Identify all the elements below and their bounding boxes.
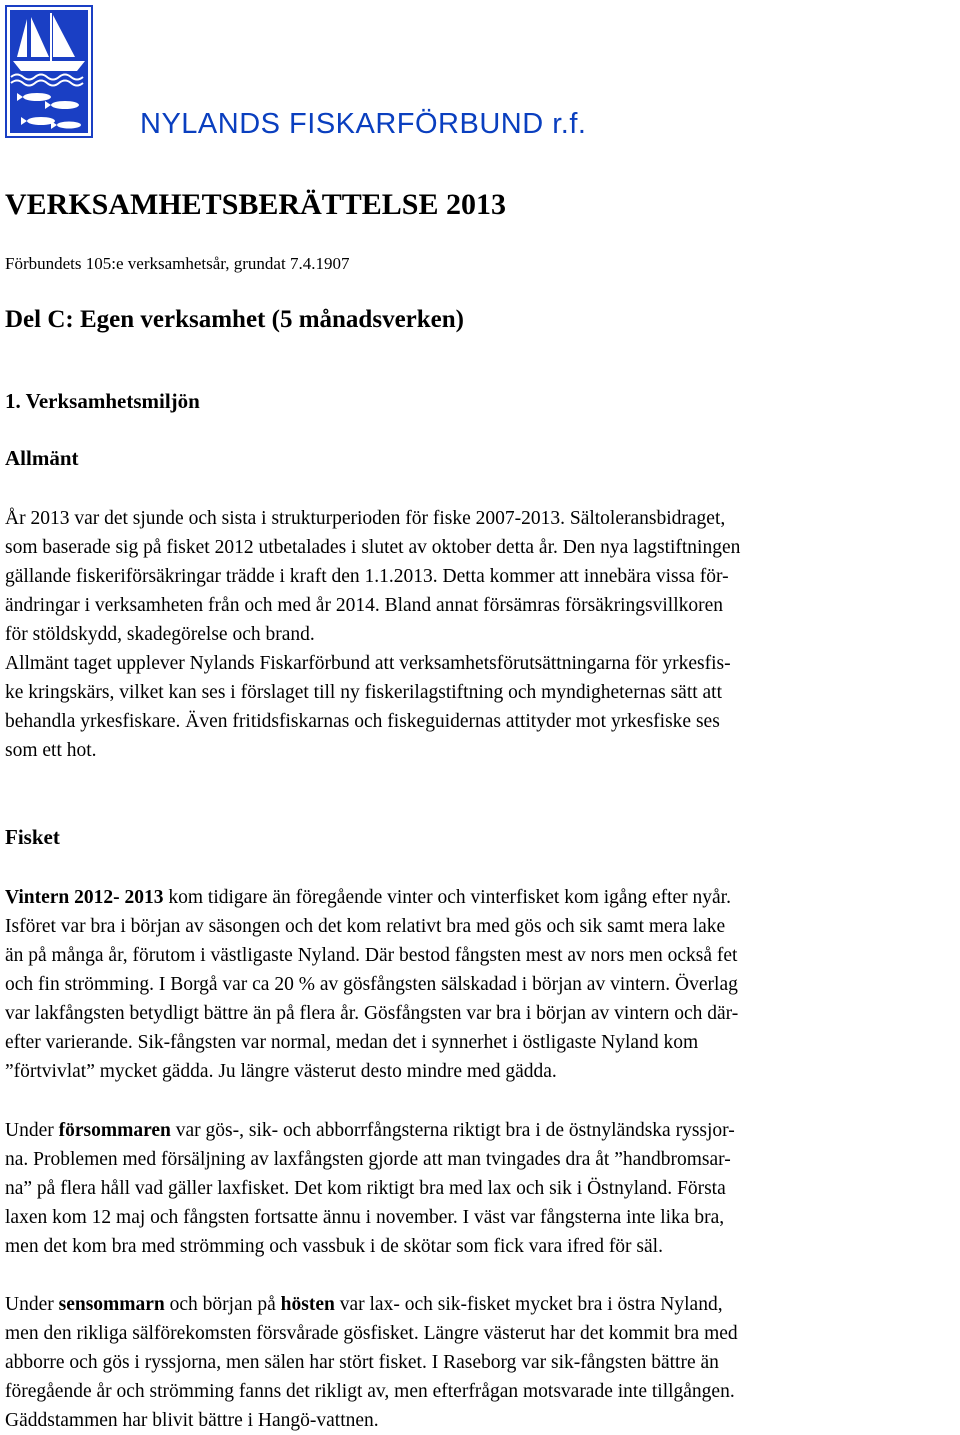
sensommarn-pre: Under <box>5 1294 59 1315</box>
paragraph-line: som baserade sig på fisket 2012 utbetalades i slutet av oktober detta år. Den nya lagstiftningen <box>5 537 741 558</box>
sensommarn-paragraph <box>5 1290 955 1435</box>
paragraph-line <box>5 1116 955 1145</box>
part-title: Del C: Egen verksamhet (5 månadsverken) <box>5 306 464 333</box>
paragraph-line: Gäddstammen har blivit bättre i Hangö-vattnen. <box>5 1410 379 1431</box>
forsommaren-paragraph <box>5 1116 955 1261</box>
vintern-paragraph <box>5 883 955 1086</box>
section-title: 1. Verksamhetsmiljön <box>5 389 200 413</box>
paragraph-line: na” på flera håll vad gäller laxfisket. Det kom riktigt bra med lax och sik i Östnyland. Första <box>5 1178 726 1199</box>
document-title: VERKSAMHETSBERÄTTELSE 2013 <box>5 188 506 221</box>
organization-name: NYLANDS FISKARFÖRBUND r.f. <box>140 108 587 140</box>
paragraph-line: ”förtvivlat” mycket gädda. Ju längre västerut desto mindre med gädda. <box>5 1061 557 1082</box>
vintern-lead: Vintern 2012- 2013 <box>5 887 164 908</box>
allmant-paragraph <box>5 504 955 765</box>
fisket-heading: Fisket <box>5 825 60 849</box>
federation-logo <box>5 5 93 138</box>
paragraph-line: var lakfångsten betydligt bättre än på flera år. Gösfångsten var bra i början av vintern och där- <box>5 1003 739 1024</box>
paragraph-line: gällande fiskeriförsäkringar trädde i kraft den 1.1.2013. Detta kommer att innebära vissa för- <box>5 566 729 587</box>
paragraph-line: efter varierande. Sik-fångsten var normal, medan det i synnerhet i östligaste Nyland kom <box>5 1032 699 1053</box>
paragraph-line: ändringar i verksamheten från och med år 2014. Bland annat försämras försäkringsvillkoren <box>5 595 724 616</box>
paragraph-line: men det kom bra med strömming och vassbuk i de skötar som fick vara ifred för säl. <box>5 1236 663 1257</box>
forsommaren-bold: försommaren <box>58 1120 171 1141</box>
paragraph-line: laxen kom 12 maj och fångsten fortsatte ännu i november. I väst var fångsterna inte lika bra, <box>5 1207 725 1228</box>
paragraph-line: för stöldskydd, skadegörelse och brand. <box>5 624 315 645</box>
paragraph-line <box>5 1290 955 1319</box>
allmant-heading: Allmänt <box>5 446 79 470</box>
paragraph-line: och fin strömming. I Borgå var ca 20 % av gösfångsten sälskadad i början av vintern. Överlag <box>5 974 738 995</box>
paragraph-line: Allmänt taget upplever Nylands Fiskarförbund att verksamhetsförutsättningarna för yrkesfis- <box>5 653 731 674</box>
sensommarn-bold: sensommarn <box>58 1294 165 1315</box>
paragraph-line: na. Problemen med försäljning av laxfångsten gjorde att man tvingades dra åt ”handbromsar- <box>5 1149 731 1170</box>
paragraph-line: behandla yrkesfiskare. Även fritidsfiskarnas och fiskeguidernas attityder mot yrkesfiske ses <box>5 711 720 732</box>
paragraph-line: ke kringskärs, vilket kan ses i förslaget till ny fiskerilagstiftning och myndigheternas sätt att <box>5 682 723 703</box>
paragraph-line <box>5 883 955 912</box>
paragraph-line: som ett hot. <box>5 740 97 761</box>
paragraph-line: Isföret var bra i början av säsongen och det kom relativt bra med gös och sik samt mera lake <box>5 916 726 937</box>
forsommaren-pre: Under <box>5 1120 59 1141</box>
paragraph-line: men den rikliga sälförekomsten försvårade gösfisket. Längre västerut har det kommit bra med <box>5 1323 738 1344</box>
sensommarn-first-rest: var lax- och sik-fisket mycket bra i östra Nyland, <box>334 1294 723 1315</box>
paragraph-line: föregående år och strömming fanns det rikligt av, men efterfrågan motsvarade inte tillgången. <box>5 1381 735 1402</box>
sensommarn-mid: och början på <box>164 1294 281 1315</box>
vintern-first-rest: kom tidigare än föregående vinter och vinterfisket kom igång efter nyår. <box>163 887 731 908</box>
paragraph-line: än på många år, förutom i västligaste Nyland. Där bestod fångsten mest av nors men också fet <box>5 945 738 966</box>
paragraph-line: abborre och gös i ryssjorna, men sälen har stört fisket. I Raseborg var sik-fångsten bättre än <box>5 1352 719 1373</box>
document-subtitle: Förbundets 105:e verksamhetsår, grundat 7.4.1907 <box>5 254 350 273</box>
hosten-bold: hösten <box>280 1294 335 1315</box>
forsommaren-first-rest: var gös-, sik- och abborrfångsterna riktigt bra i de östnyländska ryssjor- <box>170 1120 735 1141</box>
paragraph-line: År 2013 var det sjunde och sista i strukturperioden för fiske 2007-2013. Sältoleransbidraget, <box>5 508 726 529</box>
